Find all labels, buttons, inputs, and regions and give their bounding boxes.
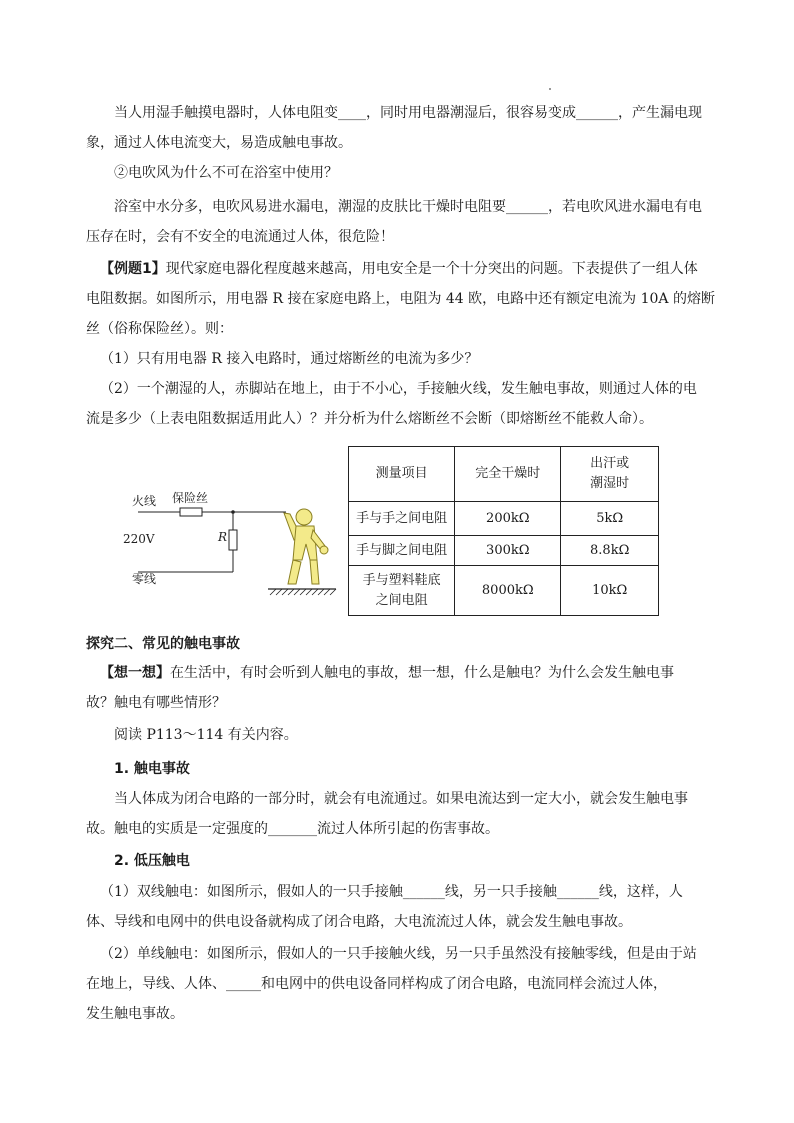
text-line: 故？触电有哪些情形？	[86, 695, 226, 711]
text-line: 电阻数据。如图所示，用电器 R 接在家庭电路上，电阻为 44 欧，电路中还有额定电流为 10A 的熔断	[86, 291, 715, 307]
table-cell: 手与塑料鞋底 之间电阻	[349, 566, 455, 616]
question-2: （2）一个潮湿的人，赤脚站在地上，由于不小心，手接触火线，发生触电事故，则通过人体的电	[100, 381, 697, 397]
bathroom-paragraph	[86, 192, 712, 252]
table-cell: 手与手之间电阻	[349, 502, 455, 536]
table-cell: 5kΩ	[561, 502, 659, 536]
shock-definition	[86, 784, 712, 844]
ground-hatching	[270, 589, 336, 595]
table-cell: 300kΩ	[455, 536, 561, 566]
reading-note	[86, 720, 712, 750]
text-line: 阅读 P113～114 有关内容。	[114, 727, 298, 743]
text-line: 当人用湿手触摸电器时，人体电阻变____，同时用电器潮湿后，很容易变成______，产生漏电现	[114, 105, 702, 121]
table-cell: 手与脚之间电阻	[349, 536, 455, 566]
table-row	[349, 502, 659, 536]
resistor-symbol	[229, 530, 237, 550]
table-cell: 8.8kΩ	[561, 536, 659, 566]
resistor-label: R	[218, 530, 228, 544]
text-line: 【例题1】现代家庭电器化程度越来越高，用电安全是一个十分突出的问题。下表提供了一组人体	[100, 261, 698, 277]
text-line: （1）双线触电：如图所示，假如人的一只手接触______线，另一只手接触______线，这样，人	[100, 884, 683, 900]
text-line: 在地上，导线、人体、_____和电网中的供电设备同样构成了闭合电路，电流同样会流过人体，	[86, 976, 667, 992]
example-1	[86, 254, 715, 434]
text-line: 流是多少（上表电阻数据适用此人）？并分析为什么熔断丝不会断（即熔断丝不能救人命）。	[86, 411, 653, 427]
hairdryer-question	[86, 158, 712, 188]
text-line: 体、导线和电网中的供电设备就构成了闭合电路，大电流流过人体，就会发生触电事故。	[86, 914, 632, 930]
subheading-shock-accident: 1. 触电事故	[114, 761, 190, 777]
table-header-row	[349, 447, 659, 502]
page-dot	[549, 88, 551, 90]
table-row	[349, 536, 659, 566]
column-header: 出汗或 潮湿时	[561, 447, 659, 502]
table-row	[349, 566, 659, 616]
person-figure	[284, 509, 328, 584]
text-line: 丝（俗称保险丝）。则：	[86, 321, 233, 337]
fuse-symbol	[180, 508, 202, 516]
neutral-wire-label: 零线	[132, 572, 157, 586]
table-cell: 200kΩ	[455, 502, 561, 536]
subheading-low-voltage: 2. 低压触电	[114, 853, 190, 869]
live-wire-label: 火线	[132, 494, 157, 508]
question-1: （1）只有用电器 R 接入电路时，通过熔断丝的电流为多少？	[100, 351, 479, 367]
text-line: 当人体成为闭合电路的一部分时，就会有电流通过。如果电流达到一定大小，就会发生触电事	[114, 791, 688, 807]
think-tag: 【想一想】	[100, 665, 170, 681]
column-header: 完全干燥时	[455, 447, 561, 502]
dual-wire-paragraph	[86, 877, 712, 937]
text-line: 【想一想】在生活中，有时会听到人触电的事故，想一想，什么是触电？为什么会发生触电事	[100, 665, 674, 681]
resistance-table	[348, 446, 659, 616]
circuit-diagram	[118, 480, 340, 602]
column-header: 测量项目	[349, 447, 455, 502]
text-line: 浴室中水分多，电吹风易进水漏电，潮湿的皮肤比干燥时电阻要______，若电吹风进水漏电有电	[114, 199, 702, 215]
think-paragraph	[86, 658, 712, 718]
text-line: 发生触电事故。	[86, 1006, 184, 1022]
text-line: 压存在时，会有不安全的电流通过人体，很危险！	[86, 229, 394, 245]
text-line: （2）单线触电：如图所示，假如人的一只手接触火线，另一只手虽然没有接触零线，但是由于站	[100, 946, 697, 962]
single-wire-paragraph	[86, 939, 712, 1029]
voltage-label: 220V	[123, 532, 155, 546]
section-heading: 探究二、常见的触电事故	[86, 636, 240, 652]
text-line: 故。触电的实质是一定强度的_______流过人体所引起的伤害事故。	[86, 821, 499, 837]
wet-hands-paragraph	[86, 98, 712, 158]
table-cell: 10kΩ	[561, 566, 659, 616]
example-tag: 【例题1】	[100, 261, 166, 277]
text-line: ②电吹风为什么不可在浴室中使用？	[114, 165, 338, 181]
table-cell: 8000kΩ	[455, 566, 561, 616]
fuse-label: 保险丝	[172, 491, 209, 505]
text-line: 象，通过人体电流变大，易造成触电事故。	[86, 135, 352, 151]
